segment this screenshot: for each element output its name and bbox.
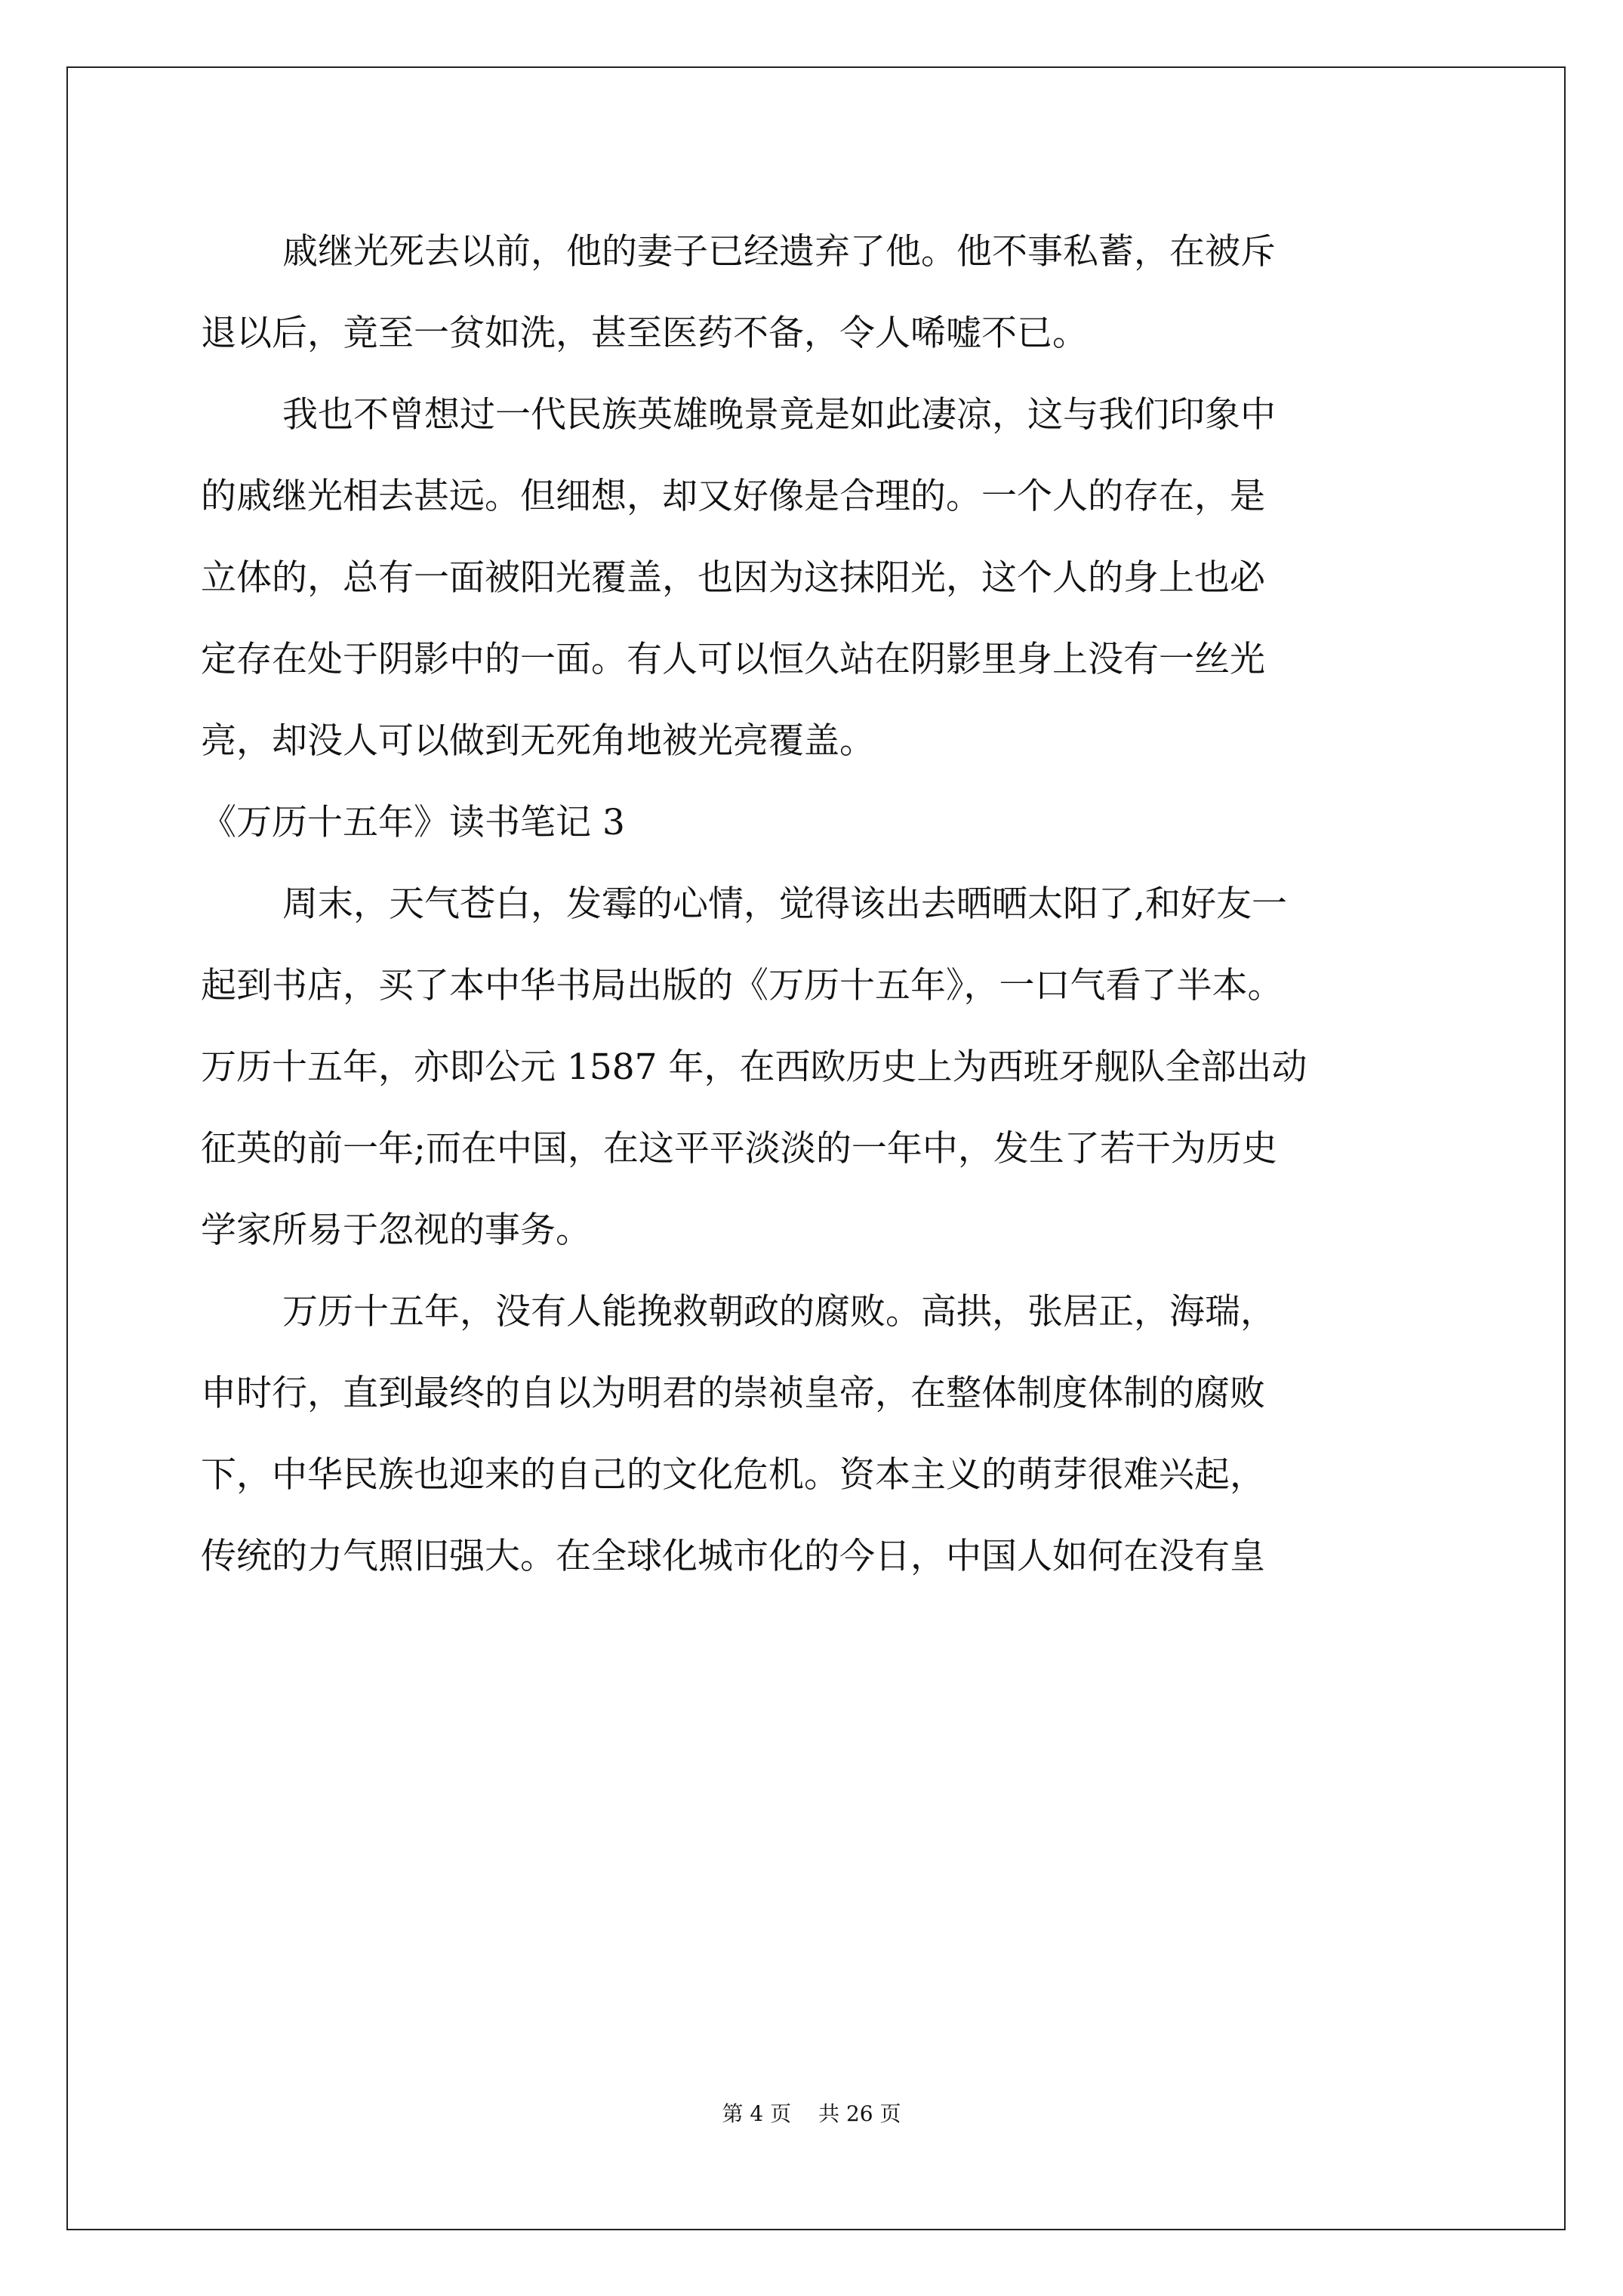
- paragraph-line: 退以后，竟至一贫如洗，甚至医药不备，令人唏嘘不已。: [201, 313, 1088, 354]
- paragraph-line: 征英的前一年;而在中国，在这平平淡淡的一年中，发生了若干为历史: [201, 1128, 1277, 1170]
- paragraph-line: 亮，却没人可以做到无死角地被光亮覆盖。: [201, 720, 875, 762]
- paragraph-line: 申时行，直到最终的自以为明君的崇祯皇帝，在整体制度体制的腐败: [201, 1373, 1265, 1414]
- paragraph-line: 学家所易于忽视的事务。: [201, 1210, 591, 1251]
- paragraph-line: 定存在处于阴影中的一面。有人可以恒久站在阴影里身上没有一丝光: [201, 639, 1265, 680]
- paragraph-line: 的戚继光相去甚远。但细想，却又好像是合理的。一个人的存在，是: [201, 476, 1265, 517]
- section-heading: 《万历十五年》读书笔记 3: [201, 802, 625, 843]
- document-body: [201, 211, 1431, 1598]
- paragraph-line: 我也不曾想过一代民族英雄晚景竟是如此凄凉，这与我们印象中: [282, 394, 1276, 436]
- paragraph-line: 戚继光死去以前，他的妻子已经遗弃了他。他不事私蓄，在被斥: [282, 231, 1276, 273]
- paragraph-line: 传统的力气照旧强大。在全球化城市化的今日，中国人如何在没有皇: [201, 1536, 1265, 1577]
- paragraph-line: 周末，天气苍白，发霉的心情，觉得该出去晒晒太阳了,和好友一: [282, 883, 1287, 925]
- paragraph-line: 下，中华民族也迎来的自己的文化危机。资本主义的萌芽很难兴起，: [201, 1454, 1265, 1496]
- page-total: 共 26 页: [818, 2101, 901, 2126]
- paragraph-line: 万历十五年，没有人能挽救朝政的腐败。高拱，张居正，海瑞，: [282, 1291, 1276, 1333]
- paragraph-line: 立体的，总有一面被阳光覆盖，也因为这抹阳光，这个人的身上也必: [201, 557, 1265, 599]
- paragraph-line: 起到书店，买了本中华书局出版的《万历十五年》，一口气看了半本。: [201, 965, 1283, 1006]
- paragraph-line: 万历十五年，亦即公元 1587 年，在西欧历史上为西班牙舰队全部出动: [201, 1046, 1307, 1088]
- page-number: 第 4 页: [722, 2101, 792, 2126]
- page-footer: [0, 2097, 1623, 2128]
